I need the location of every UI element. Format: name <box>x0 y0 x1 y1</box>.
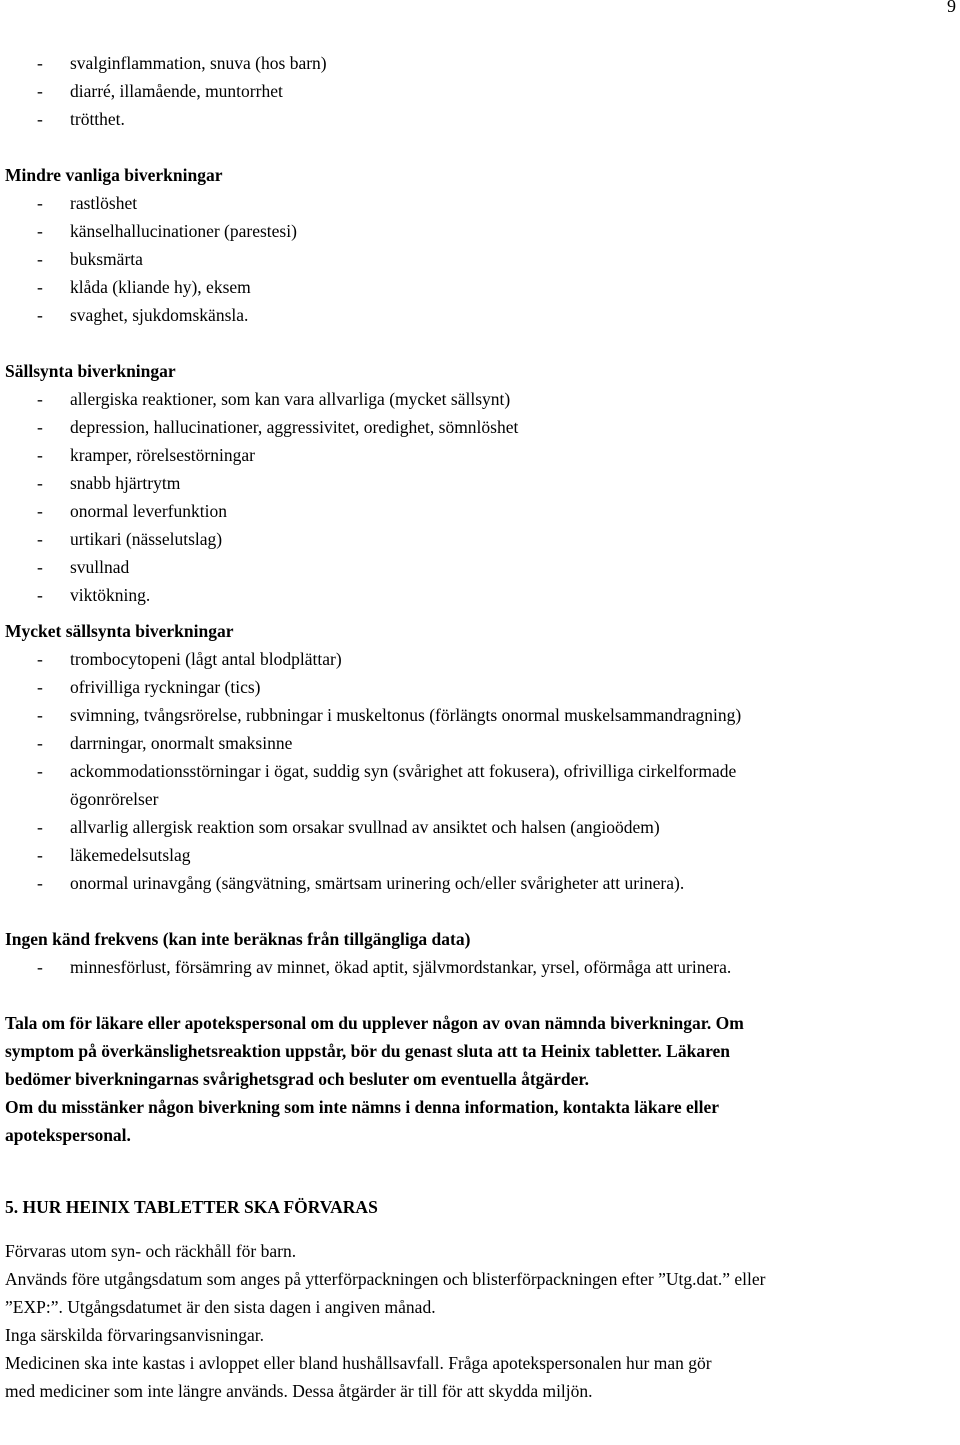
list-item-text: darrningar, onormalt smaksinne <box>70 733 293 753</box>
list-dash: - <box>37 193 43 213</box>
list-dash: - <box>37 585 43 605</box>
list-dash: - <box>37 557 43 577</box>
list-item-text: snabb hjärtrytm <box>70 473 181 493</box>
list-dash: - <box>37 445 43 465</box>
list-dash: - <box>37 649 43 669</box>
spacer <box>5 1149 955 1177</box>
warning-line: apotekspersonal. <box>5 1125 131 1145</box>
list-item-text: minnesförlust, försämring av minnet, ökad aptit, självmordstankar, yrsel, oförmåga att urinera. <box>70 957 732 977</box>
list-item-text: urtikari (nässelutslag) <box>70 529 223 549</box>
list-item <box>5 49 955 77</box>
list-dash: - <box>37 873 43 893</box>
page-number: 9 <box>947 0 956 16</box>
list-item <box>5 645 955 673</box>
list-item-text: ackommodationsstörningar i ögat, suddig syn (svårighet att fokusera), ofrivilliga cirkelformade <box>70 761 737 781</box>
list-item <box>5 953 955 981</box>
list-dash: - <box>37 957 43 977</box>
list-dash: - <box>37 501 43 521</box>
list-item-text: diarré, illamående, muntorrhet <box>70 81 283 101</box>
storage-line: Medicinen ska inte kastas i avloppet eller bland hushållsavfall. Fråga apotekspersonalen hur man gör <box>5 1353 712 1373</box>
storage-line: Förvaras utom syn- och räckhåll för barn. <box>5 1241 297 1261</box>
spacer <box>5 133 955 161</box>
list-item <box>5 217 955 245</box>
warning-paragraph <box>5 1009 955 1149</box>
list-item <box>5 581 955 609</box>
list-item <box>5 729 955 757</box>
list-item-text: trötthet. <box>70 109 125 129</box>
list-item <box>5 301 955 329</box>
list-item <box>5 673 955 701</box>
list-dash: - <box>37 249 43 269</box>
list-dash: - <box>37 81 43 101</box>
warning-line: Tala om för läkare eller apotekspersonal om du upplever någon av ovan nämnda biverkningar. Om <box>5 1013 744 1033</box>
very-rare-section <box>5 617 955 897</box>
list-item <box>5 441 955 469</box>
list-dash: - <box>37 705 43 725</box>
list-item <box>5 413 955 441</box>
list-item-text: svalginflammation, snuva (hos barn) <box>70 53 327 73</box>
list-item <box>5 385 955 413</box>
spacer <box>5 1177 955 1193</box>
list-dash: - <box>37 733 43 753</box>
section-heading: Mindre vanliga biverkningar <box>5 165 223 185</box>
list-dash: - <box>37 221 43 241</box>
spacer <box>5 897 955 925</box>
list-item <box>5 869 955 897</box>
list-item-continuation: ögonrörelser <box>70 789 159 809</box>
list-item-text: klåda (kliande hy), eksem <box>70 277 251 297</box>
list-dash: - <box>37 389 43 409</box>
list-item <box>5 525 955 553</box>
storage-line: Används före utgångsdatum som anges på ytterförpackningen och blisterförpackningen efter ”Utg.dat.” eller <box>5 1269 766 1289</box>
list-item-text: rastlöshet <box>70 193 138 213</box>
unknown-frequency-section <box>5 925 955 981</box>
list-item-text: svimning, tvångsrörelse, rubbningar i muskeltonus (förlängts onormal muskelsammandragning) <box>70 705 742 725</box>
storage-paragraph <box>5 1237 955 1405</box>
list-item-text: buksmärta <box>70 249 143 269</box>
list-item-text: svaghet, sjukdomskänsla. <box>70 305 249 325</box>
list-dash: - <box>37 109 43 129</box>
list-dash: - <box>37 845 43 865</box>
list-dash: - <box>37 417 43 437</box>
list-dash: - <box>37 473 43 493</box>
list-item-text: onormal leverfunktion <box>70 501 227 521</box>
list-item <box>5 77 955 105</box>
list-dash: - <box>37 53 43 73</box>
list-item <box>5 841 955 869</box>
spacer <box>5 329 955 357</box>
list-item-text: allvarlig allergisk reaktion som orsakar svullnad av ansiktet och halsen (angioödem) <box>70 817 660 837</box>
list-item <box>5 497 955 525</box>
list-item <box>5 813 955 841</box>
list-item-text: viktökning. <box>70 585 151 605</box>
list-item-text: allergiska reaktioner, som kan vara allvarliga (mycket sällsynt) <box>70 389 511 409</box>
list-dash: - <box>37 677 43 697</box>
section-heading: Sällsynta biverkningar <box>5 361 176 381</box>
list-item <box>5 469 955 497</box>
list-item-text: kramper, rörelsestörningar <box>70 445 255 465</box>
list-item <box>5 553 955 581</box>
list-dash: - <box>37 277 43 297</box>
list-item-text: depression, hallucinationer, aggressivitet, oredighet, sömnlöshet <box>70 417 519 437</box>
spacer <box>5 981 955 1009</box>
list-item <box>5 245 955 273</box>
list-item <box>5 189 955 217</box>
storage-line: med mediciner som inte längre används. Dessa åtgärder är till för att skydda miljön. <box>5 1381 593 1401</box>
list-item-text: onormal urinavgång (sängvätning, smärtsam urinering och/eller svårigheter att urinera). <box>70 873 685 893</box>
list-item <box>5 273 955 301</box>
storage-line: Inga särskilda förvaringsanvisningar. <box>5 1325 265 1345</box>
list-item-text: känselhallucinationer (parestesi) <box>70 221 297 241</box>
document-body <box>5 49 955 1405</box>
section-heading: Mycket sällsynta biverkningar <box>5 621 234 641</box>
storage-line: ”EXP:”. Utgångsdatumet är den sista dagen i angiven månad. <box>5 1297 436 1317</box>
warning-line: symptom på överkänslighetsreaktion uppstår, bör du genast sluta att ta Heinix tabletter. Läkaren <box>5 1041 731 1061</box>
list-dash: - <box>37 817 43 837</box>
rare-section <box>5 357 955 609</box>
warning-line: bedömer biverkningarnas svårighetsgrad och besluter om eventuella åtgärder. <box>5 1069 589 1089</box>
list-item <box>5 757 955 785</box>
list-item-text: svullnad <box>70 557 130 577</box>
list-dash: - <box>37 529 43 549</box>
list-dash: - <box>37 761 43 781</box>
list-dash: - <box>37 305 43 325</box>
section-heading: Ingen känd frekvens (kan inte beräknas från tillgängliga data) <box>5 929 471 949</box>
list-item <box>5 105 955 133</box>
list-item-text: ofrivilliga ryckningar (tics) <box>70 677 261 697</box>
list-item-text: läkemedelsutslag <box>70 845 191 865</box>
uncommon-section <box>5 161 955 329</box>
section-title: 5. HUR HEINIX TABLETTER SKA FÖRVARAS <box>5 1197 378 1217</box>
spacer <box>5 1221 955 1237</box>
list-item <box>5 701 955 729</box>
warning-line: Om du misstänker någon biverkning som inte nämns i denna information, kontakta läkare eller <box>5 1097 720 1117</box>
list-item-text: trombocytopeni (lågt antal blodplättar) <box>70 649 342 669</box>
intro-list <box>5 49 955 133</box>
